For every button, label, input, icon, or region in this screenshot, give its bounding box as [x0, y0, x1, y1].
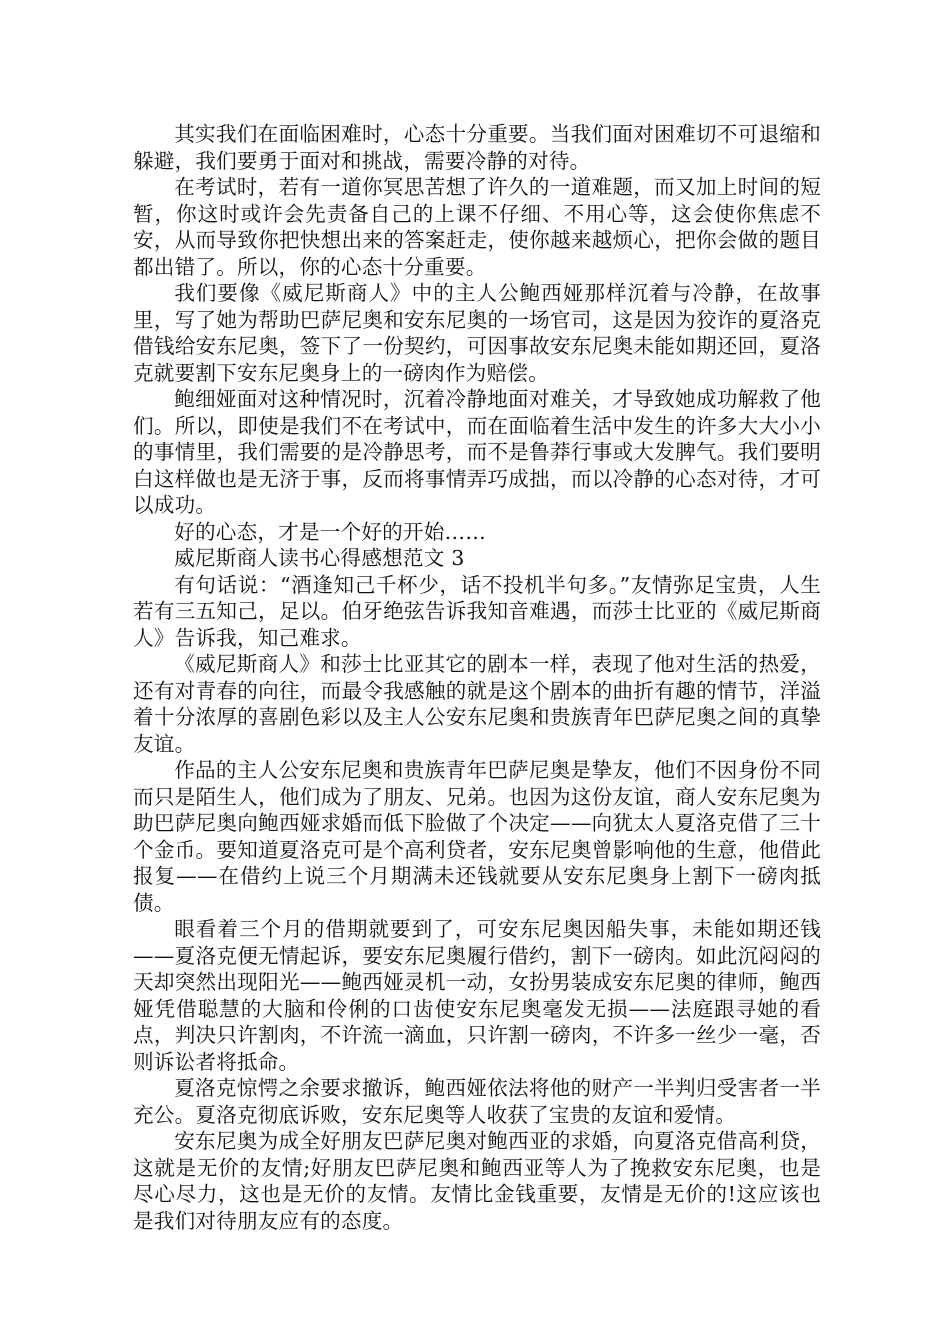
paragraph-4: 鲍细娅面对这种情况时，沉着冷静地面对难关，才导致她成功解救了他们。所以，即使是我们不在考试中，而在面临着生活中发生的许多大大小小的事情里，我们需要的是冷静思考，而不是鲁莽行事或大发脾气。我们要明白这样做也是无济于事，反而将事情弄巧成拙，而以冷静的心态对待，才可以成功。	[133, 387, 821, 517]
paragraph-1: 其实我们在面临困难时，心态十分重要。当我们面对困难切不可退缩和躲避，我们要勇于面对和挑战，需要冷静的对待。	[133, 122, 821, 173]
paragraph-6: 有句话说：“酒逢知己千杯少，话不投机半句多。”友情弥足宝贵，人生若有三五知己，足以。伯牙绝弦告诉我知音难遇，而莎士比亚的《威尼斯商人》告诉我，知己难求。	[133, 572, 821, 650]
paragraph-11: 安东尼奥为成全好朋友巴萨尼奥对鲍西亚的求婚，向夏洛克借高利贷，这就是无价的友情;好朋友巴萨尼奥和鲍西亚等人为了挽救安东尼奥，也是尽心尽力，这也是无价的友情。友情比金钱重要，友情是无价的!这应该也是我们对待朋友应有的态度。	[133, 1129, 821, 1233]
paragraph-2: 在考试时，若有一道你冥思苦想了许久的一道难题，而又加上时间的短暂，你这时或许会先责备自己的上课不仔细、不用心等，这会使你焦虑不安，从而导致你把快想出来的答案赶走，使你越来越烦心，把你会做的题目都出错了。所以，你的心态十分重要。	[133, 175, 821, 279]
paragraph-10: 夏洛克惊愕之余要求撤诉，鲍西娅依法将他的财产一半判归受害者一半充公。夏洛克彻底诉败，安东尼奥等人收获了宝贵的友谊和爱情。	[133, 1076, 821, 1127]
paragraph-7: 《威尼斯商人》和莎士比亚其它的剧本一样，表现了他对生活的热爱，还有对青春的向往，而最令我感触的就是这个剧本的曲折有趣的情节，洋溢着十分浓厚的喜剧色彩以及主人公安东尼奥和贵族青年巴萨尼奥之间的真挚友谊。	[133, 652, 821, 756]
paragraph-8: 作品的主人公安东尼奥和贵族青年巴萨尼奥是挚友，他们不因身份不同而只是陌生人，他们成为了朋友、兄弟。也因为这份友谊，商人安东尼奥为助巴萨尼奥向鲍西娅求婚而低下脸做了个决定——向犹太人夏洛克借了三十个金币。要知道夏洛克可是个高利贷者，安东尼奥曾影响他的生意，他借此报复——在借约上说三个月期满未还钱就要从安东尼奥身上割下一磅肉抵债。	[133, 758, 821, 915]
paragraph-5: 好的心态，才是一个好的开始……	[174, 519, 487, 544]
section-heading: 威尼斯商人读书心得感想范文 3	[174, 546, 465, 570]
paragraph-3: 我们要像《威尼斯商人》中的主人公鲍西娅那样沉着与冷静，在故事里，写了她为帮助巴萨尼奥和安东尼奥的一场官司，这是因为狡诈的夏洛克借钱给安东尼奥，签下了一份契约，可因事故安东尼奥未能如期还回，夏洛克就要割下安东尼奥身上的一磅肉作为赔偿。	[133, 281, 821, 385]
paragraph-9: 眼看着三个月的借期就要到了，可安东尼奥因船失事，未能如期还钱——夏洛克便无情起诉，要安东尼奥履行借约，割下一磅肉。如此沉闷闷的天却突然出现阳光——鲍西娅灵机一动，女扮男装成安东尼奥的律师，鲍西娅凭借聪慧的大脑和伶俐的口齿使安东尼奥毫发无损——法庭跟寻她的看点，判决只许割肉，不许流一滴血，只许割一磅肉，不许多一丝少一毫，否则诉讼者将抵命。	[133, 917, 821, 1074]
document-body	[133, 121, 821, 1234]
